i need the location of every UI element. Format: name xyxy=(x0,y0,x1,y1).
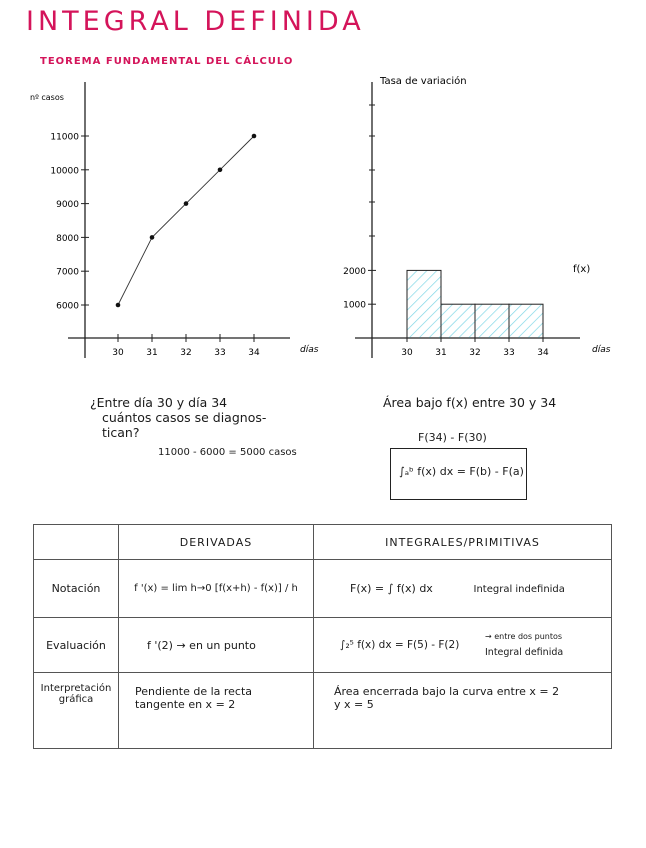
x-tick-label: 30 xyxy=(112,348,124,358)
histogram-bar xyxy=(475,304,509,338)
histogram-bar xyxy=(509,304,543,338)
y-tick-label: 8000 xyxy=(56,233,79,244)
row-label: Notación xyxy=(34,560,119,618)
data-point xyxy=(184,201,189,206)
histogram-bar xyxy=(441,304,475,338)
row-label: Interpretación gráfica xyxy=(34,673,119,749)
integral-interpretation: Área encerrada bajo la curva entre x = 2 y x = 5 xyxy=(314,673,612,749)
table-header-cell: DERIVADAS xyxy=(119,525,314,560)
boxed-formula xyxy=(390,448,527,500)
table-row xyxy=(34,618,612,673)
derivative-evaluation: f '(2) → en un punto xyxy=(119,618,314,673)
integral-evaluation-cell xyxy=(314,618,612,673)
x-tick-label: 30 xyxy=(401,348,413,358)
y-tick-label: 6000 xyxy=(56,301,79,312)
question-line-3: tican? xyxy=(102,425,140,440)
y-axis-label: Tasa de variación xyxy=(380,76,467,87)
x-tick-label: 34 xyxy=(537,348,549,358)
answer-text: 11000 - 6000 = 5000 casos xyxy=(158,447,297,458)
integral-notation: F(x) = ∫ f(x) dx xyxy=(350,582,433,595)
integral-evaluation-note: Integral definida xyxy=(485,647,564,658)
comparison-table xyxy=(33,524,612,749)
y-tick-label: 7000 xyxy=(56,267,79,278)
area-equation: F(34) - F(30) xyxy=(418,431,487,444)
y-tick-label: 9000 xyxy=(56,200,79,211)
table-header-cell xyxy=(34,525,119,560)
x-tick-label: 33 xyxy=(214,348,226,358)
rate-histogram-chart xyxy=(330,70,646,370)
question-line-1: ¿Entre día 30 y día 34 xyxy=(90,395,228,410)
histogram-bar xyxy=(407,270,441,338)
boxed-formula-text: ∫ₐᵇ f(x) dx = F(b) - F(a) xyxy=(399,465,524,478)
data-point xyxy=(150,235,155,240)
y-axis-label: nº casos xyxy=(30,93,64,102)
data-point xyxy=(252,134,257,139)
table-row xyxy=(34,560,612,618)
y-tick-label: 2000 xyxy=(343,266,366,277)
row-label: Evaluación xyxy=(34,618,119,673)
x-tick-label: 31 xyxy=(435,348,447,358)
x-tick-label: 33 xyxy=(503,348,515,358)
table-header-cell: INTEGRALES/PRIMITIVAS xyxy=(314,525,612,560)
cases-line-chart xyxy=(0,70,330,370)
curve-label: f(x) xyxy=(573,264,591,275)
x-tick-label: 31 xyxy=(146,348,158,358)
table-header-row xyxy=(34,525,612,560)
data-point xyxy=(218,168,223,173)
integral-evaluation: ∫₂⁵ f(x) dx = F(5) - F(2) xyxy=(340,639,460,651)
derivative-interpretation: Pendiente de la recta tangente en x = 2 xyxy=(119,673,314,749)
data-point xyxy=(116,303,121,308)
x-tick-label: 32 xyxy=(180,348,192,358)
question-note xyxy=(90,395,320,440)
question-line-2: cuántos casos se diagnos- xyxy=(102,410,267,425)
page-subtitle: TEOREMA FUNDAMENTAL DEL CÁLCULO xyxy=(40,56,294,67)
area-title: Área bajo f(x) entre 30 y 34 xyxy=(383,395,557,410)
table-row xyxy=(34,673,612,749)
x-tick-label: 32 xyxy=(469,348,481,358)
integral-notation-cell xyxy=(314,560,612,618)
x-axis-label: días xyxy=(592,345,611,355)
integral-notation-note: Integral indefinida xyxy=(473,584,565,595)
y-tick-label: 1000 xyxy=(343,300,366,311)
y-tick-label: 10000 xyxy=(50,166,79,177)
derivative-notation: f '(x) = lim h→0 [f(x+h) - f(x)] / h xyxy=(119,560,314,618)
integral-evaluation-note-top: → entre dos puntos xyxy=(485,632,563,641)
series-line xyxy=(118,136,254,305)
page-title: INTEGRAL DEFINIDA xyxy=(26,6,365,37)
x-tick-label: 34 xyxy=(248,348,260,358)
x-axis-label: días xyxy=(300,345,319,355)
y-tick-label: 11000 xyxy=(50,132,79,143)
